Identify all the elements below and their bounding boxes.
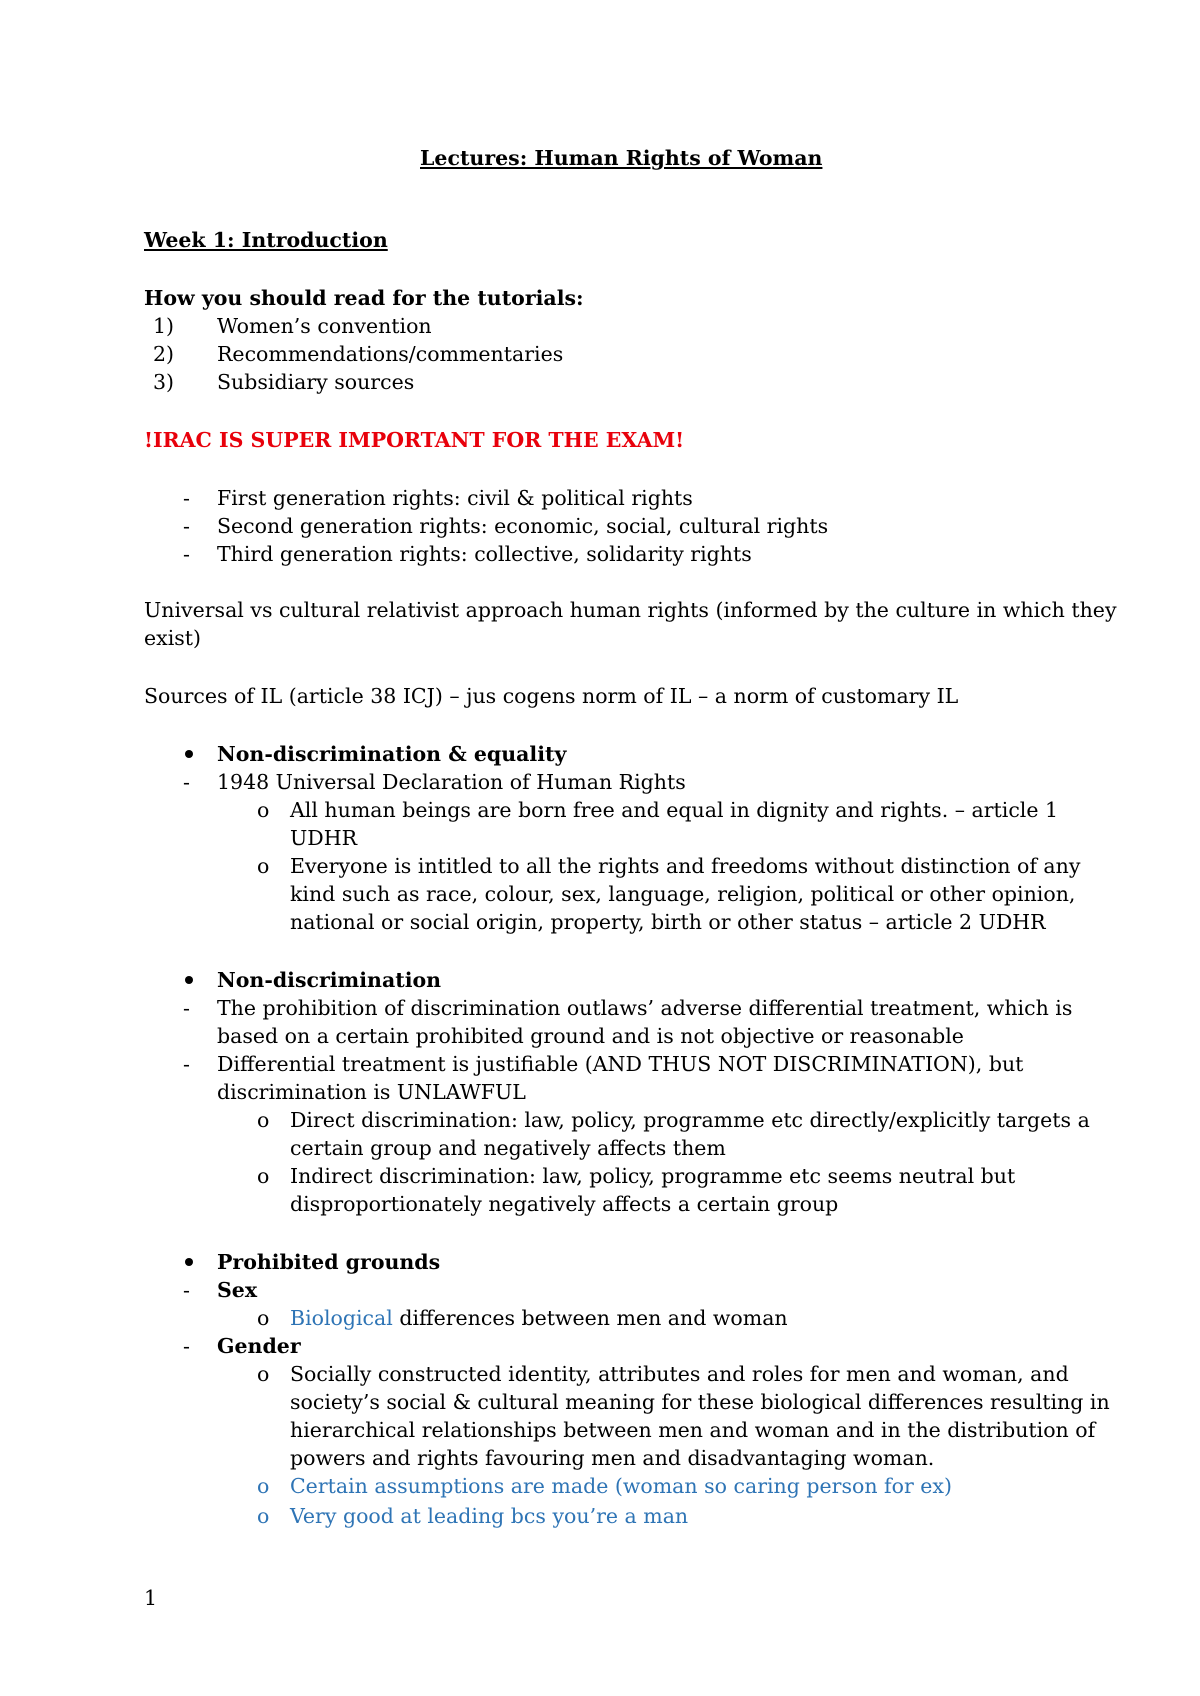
list-item-continuation: kind such as race, colour, sex, language, religion, political or other opinion,: [290, 882, 1076, 906]
list-item-continuation: certain group and negatively affects them: [290, 1136, 726, 1160]
page-title: Lectures: Human Rights of Woman: [420, 146, 823, 170]
list-item-continuation: UDHR: [290, 826, 358, 850]
list-item-continuation: discrimination is UNLAWFUL: [217, 1080, 526, 1104]
week-heading: Week 1: Introduction: [144, 228, 388, 252]
universal-paragraph-line2: exist): [144, 626, 202, 650]
list-item-continuation: hierarchical relationships between men and woman and in the distribution of: [290, 1418, 1096, 1442]
list-item-continuation: disproportionately negatively affects a certain group: [290, 1192, 839, 1216]
list-item-continuation: based on a certain prohibited ground and is not objective or reasonable: [217, 1024, 964, 1048]
highlight-text: Biological: [290, 1306, 393, 1330]
sources-paragraph: Sources of IL (article 38 ICJ) – jus cogens norm of IL – a norm of customary IL: [144, 684, 959, 708]
list-item-continuation: society’s social & cultural meaning for these biological differences resulting in: [290, 1390, 1110, 1414]
bullet-icon: [185, 976, 193, 984]
section-heading: Non-discrimination & equality: [217, 742, 567, 766]
page-number: 1: [144, 1586, 158, 1610]
universal-paragraph-line1: Universal vs cultural relativist approach human rights (informed by the culture in which they: [144, 598, 1117, 622]
section-heading: Prohibited grounds: [217, 1250, 441, 1274]
list-item-continuation: national or social origin, property, birth or other status – article 2 UDHR: [290, 910, 1046, 934]
document-page: Lectures: Human Rights of Woman Week 1: Introduction How you should read for the tutorials: 1) Women’s convention 2) Recommendations/commentaries 3) Subsidiary sources !IRAC IS SUPER IMPORTANT FOR THE EXAM! - First generation rights: civil & political rights - Second generation rights: economic, social, cultural rights - Third generation rights: collective, solidarity rights Universal vs cultural relativist approach human rights (informed by the culture in which they exist) Sources of IL (article 38 ICJ) – jus cogens norm of IL – a norm of customary IL Non-discrimination & equality - 1948 Universal Declaration of Human Rights o All human beings are born free and equal in dignity and rights. – article 1 UDHR o Everyone is intitled to all the rights and freedoms without distinction of any kind such as race, colour, sex, language, religion, political or other opinion, national or social origin, property, birth or other status – article 2 UDHR Non-discrimination - The prohibition of discrimination outlaws’ adverse differential treatment, which is based on a certain prohibited ground and is not objective or reasonable - Differential treatment is justifiable (AND THUS NOT DISCRIMINATION), but discrimination is UNLAWFUL o Direct discrimination: law, policy, programme etc directly/explicitly targets a certain group and negatively affects them o Indirect discrimination: law, policy, programme etc seems neutral but disproportionately negatively affects a certain group Prohibited grounds - Sex o Biological differences between men and woman - Gender o Socially constructed identity, attributes and roles for men and woman, and society’s social & cultural meaning for these biological differences resulting in hierarchical relationships between men and woman and in the distribution of powers and rights favouring men and disadvantaging woman. o Certain assumptions are made (woman so caring person for ex) o Very good at leading bcs you’re a man 1: [144, 146, 1117, 1610]
bullet-icon: [185, 1258, 193, 1266]
irac-alert: !IRAC IS SUPER IMPORTANT FOR THE EXAM!: [144, 428, 685, 452]
reading-heading: How you should read for the tutorials:: [144, 286, 584, 310]
bullet-icon: [185, 750, 193, 758]
section-heading: Non-discrimination: [217, 968, 442, 992]
list-item-continuation: powers and rights favouring men and disadvantaging woman.: [290, 1446, 935, 1470]
